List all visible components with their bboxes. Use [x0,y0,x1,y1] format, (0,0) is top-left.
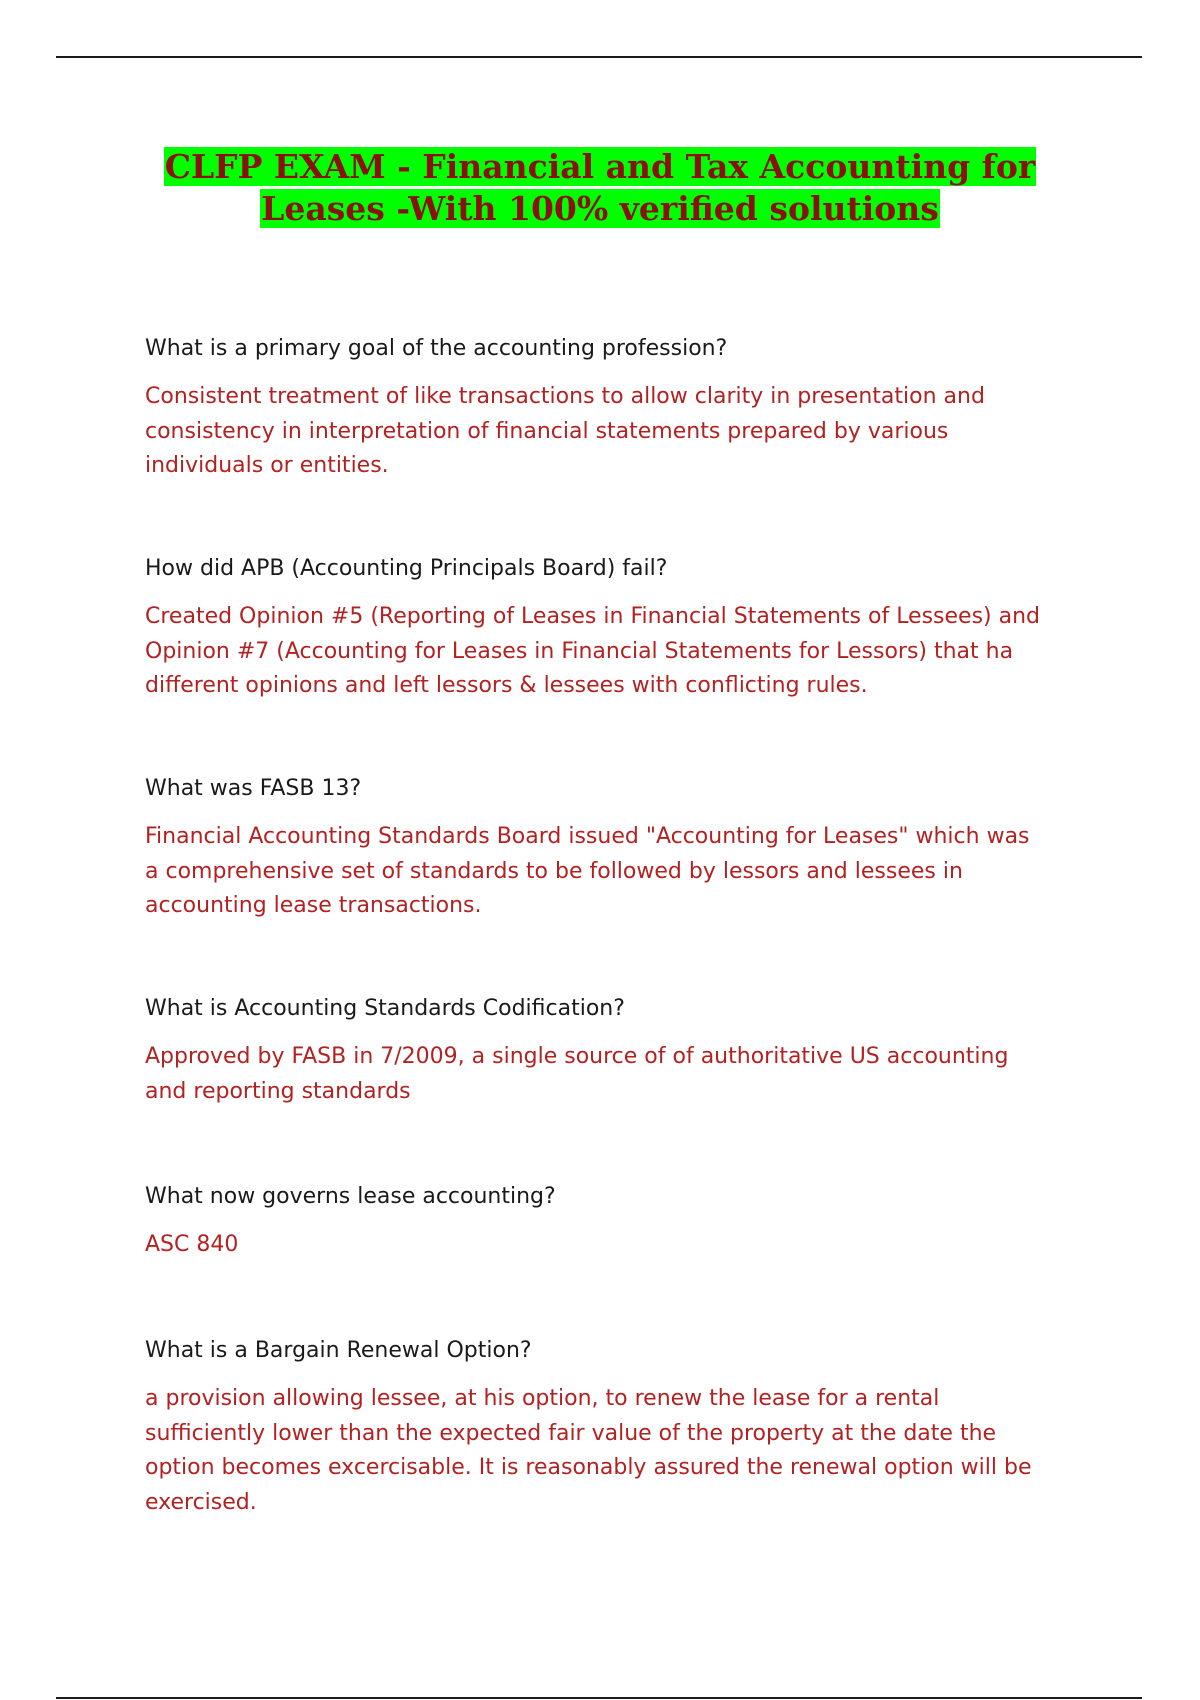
qa-item-5 [145,1180,1045,1263]
question-text: What is a Bargain Renewal Option? [145,1338,532,1363]
answer-text: ASC 840 [145,1232,239,1257]
qa-item-4 [145,992,1045,1109]
answer-text: Financial Accounting Standards Board issued "Accounting for Leases" which was a comprehensive set of standards to be followed by lessors and lessees in accounting lease transactions. [145,824,1030,918]
qa-item-6 [145,1334,1045,1520]
title-line-2: Leases -With 100% verified solutions [261,189,939,228]
answer-text: Consistent treatment of like transactions to allow clarity in presentation and consistency in interpretation of financial statements prepared by various individuals or entities. [145,384,985,478]
bottom-rule [56,1697,1142,1699]
question-text: What now governs lease accounting? [145,1184,556,1209]
question-text: What was FASB 13? [145,776,362,801]
question-text: What is a primary goal of the accounting profession? [145,336,728,361]
answer-text: a provision allowing lessee, at his option, to renew the lease for a rental sufficiently lower than the expected fair value of the property at the date the option becomes excercisable. It is reasonably assured the renewal option will be exercised. [145,1386,1032,1515]
document-title [0,146,1200,230]
question-text: What is Accounting Standards Codification? [145,996,625,1021]
answer-text: Created Opinion #5 (Reporting of Leases in Financial Statements of Lessees) and Opinion #7 (Accounting for Leases in Financial Statements for Lessors) that ha different opinions and left lessors & lessees with conflicting rules. [145,604,1041,698]
qa-item-2 [145,552,1045,704]
top-rule [56,56,1142,58]
question-text: How did APB (Accounting Principals Board) fail? [145,556,668,581]
qa-item-3 [145,772,1045,924]
qa-item-1 [145,332,1045,484]
answer-text: Approved by FASB in 7/2009, a single source of of authoritative US accounting and reporting standards [145,1044,1009,1104]
title-line-1: CLFP EXAM - Financial and Tax Accounting for [164,147,1036,186]
